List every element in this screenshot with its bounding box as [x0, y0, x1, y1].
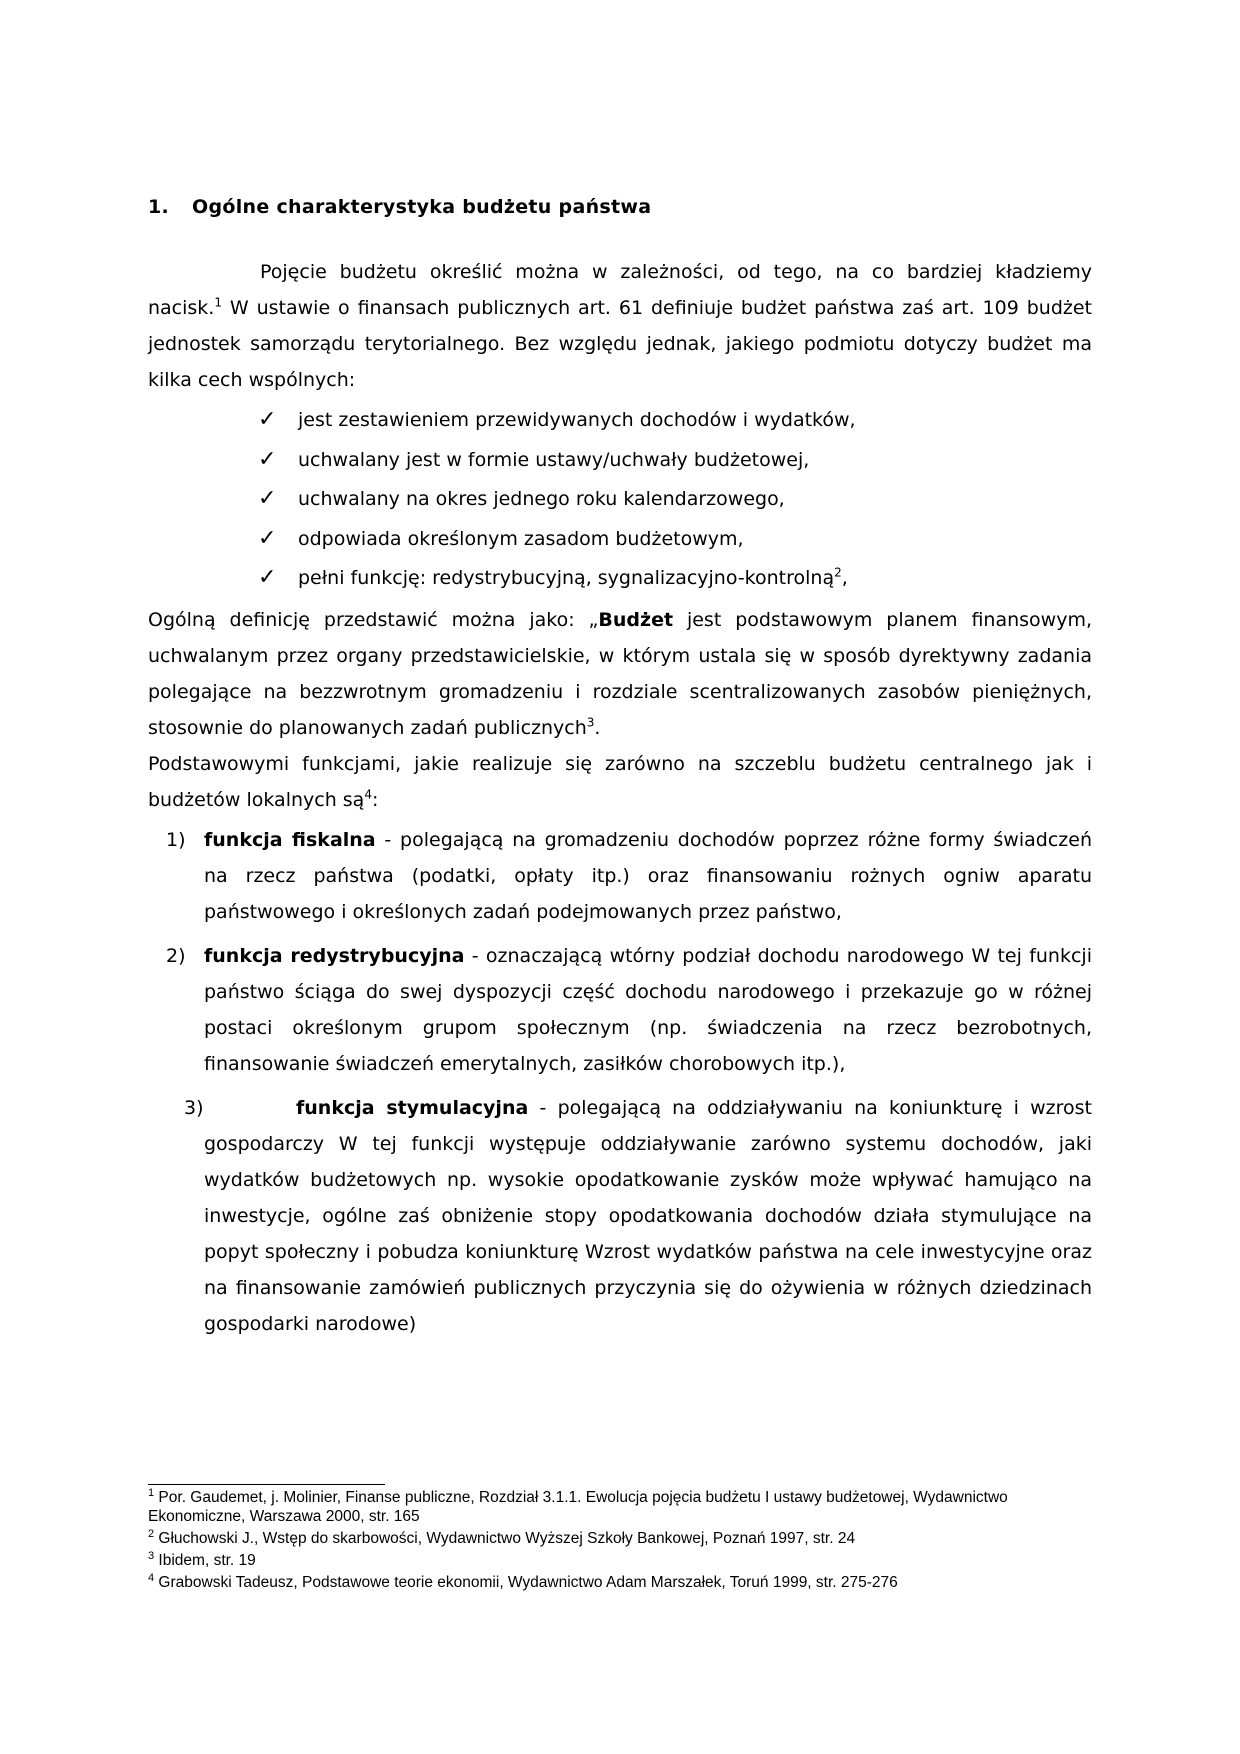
section-title: Ogólne charakterystyka budżetu państwa [192, 196, 652, 218]
checklist-item: ✓ jest zestawieniem przewidywanych dochodów i wydatków, [258, 400, 856, 440]
checklist-item: ✓ uchwalany na okres jednego roku kalendarzowego, [258, 479, 856, 519]
definition-paragraph: Ogólną definicję przedstawić można jako: „Budżet jest podstawowym planem finansowym, uchwalanym przez organy przedstawicielskie, w którym ustala się w sposób dyrektywny zadania polegające na bezzwrotnym gromadzeniu i rozdziale scentralizowanych zasobów pieniężnych, stosownie do planowanych zadań publicznych$^3$. Podstawowymi funkcjami, jakie realizuje się zarówno na szczeblu budżetu centralnego jak i budżetów lokalnych są$^4$: [148, 609, 1092, 811]
section-number: 1. [148, 196, 170, 218]
checkmark-icon: ✓ [258, 565, 277, 590]
list-number: 1) [166, 829, 186, 851]
footnote-separator [148, 1484, 385, 1485]
function-item: 3) funkcja stymulacyjna - polegającą na oddziaływaniu na koniunkturę i wzrost gospodarczy W tej funkcji występuje oddziaływanie zarówno systemu dochodów, jaki wydatków budżetowych np. wysokie opodatkowanie zysków może wpływać hamująco na inwestycje, ogólne zaś obniżenie stopy opodatkowania dochodów działa stymulujące na popyt społeczny i pobudza koniunkturę Wzrost wydatków państwa na cele inwestycyjne oraz na finansowanie zamówień publicznych przyczynia się do ożywienia w różnych dziedzinach gospodarki narodowe) [184, 1090, 1092, 1342]
footnotes [148, 1488, 1092, 1592]
checkmark-icon: ✓ [258, 446, 277, 472]
footnote: $^1$ Por. Gaudemet, j. Molinier, Finanse publiczne, Rozdział 3.1.1. Ewolucja pojęcia budżetu I ustawy budżetowej, Wydawnictwo Ekonomiczne, Warszawa 2000, str. 165 [148, 1486, 1008, 1525]
checklist-item: ✓ uchwalany jest w formie ustawy/uchwały budżetowej, [258, 440, 856, 480]
footnote: $^2$ Głuchowski J., Wstęp do skarbowości, Wydawnictwo Wyższej Szkoły Bankowej, Poznań 1997, str. 24 [148, 1527, 856, 1547]
checklist-item: ✓ pełni funkcję: redystrybucyjną, sygnalizacyjno-kontrolną$^2$, [258, 558, 856, 598]
feature-checklist [258, 400, 856, 598]
intro-paragraph: Pojęcie budżetu określić można w zależności, od tego, na co bardziej kładziemy nacisk.$^1$ W ustawie o finansach publicznych art. 61 definiuje budżet państwa zaś art. 109 budżet jednostek samorządu terytorialnego. Bez względu jednak, jakiego podmiotu dotyczy budżet ma kilka cech wspólnych: [148, 261, 1092, 391]
footnote-ref[interactable]: 3 [586, 715, 595, 730]
checklist-item: ✓ odpowiada określonym zasadom budżetowym, [258, 519, 856, 559]
checkmark-icon: ✓ [258, 525, 277, 551]
function-item: 2) funkcja redystrybucyjna - oznaczającą wtórny podział dochodu narodowego W tej funkcji państwo ściąga do swej dyspozycji część dochodu narodowego i przekazuje go w różnej postaci określonym grupom społecznym (np. świadczenia na rzecz bezrobotnych, finansowanie świadczeń emerytalnych, zasiłków chorobowych itp.), [166, 938, 1092, 1082]
section-heading [148, 196, 651, 218]
footnote-ref[interactable]: 2 [834, 565, 842, 580]
list-number: 2) [166, 945, 186, 967]
checkmark-icon: ✓ [258, 486, 277, 511]
list-number: 3) [184, 1097, 204, 1119]
footnote: $^4$ Grabowski Tadeusz, Podstawowe teorie ekonomii, Wydawnictwo Adam Marszałek, Toruń 1999, str. 275-276 [148, 1571, 898, 1591]
checkmark-icon: ✓ [258, 407, 277, 432]
footnote: $^3$ Ibidem, str. 19 [148, 1549, 256, 1569]
function-item: 1) funkcja fiskalna - polegającą na gromadzeniu dochodów poprzez różne formy świadczeń na rzecz państwa (podatki, opłaty itp.) oraz finansowaniu rożnych ogniw aparatu państwowego i określonych zadań podejmowanych przez państwo, [166, 822, 1092, 930]
footnote-ref[interactable]: 4 [364, 787, 372, 802]
footnote-ref[interactable]: 1 [214, 295, 222, 310]
